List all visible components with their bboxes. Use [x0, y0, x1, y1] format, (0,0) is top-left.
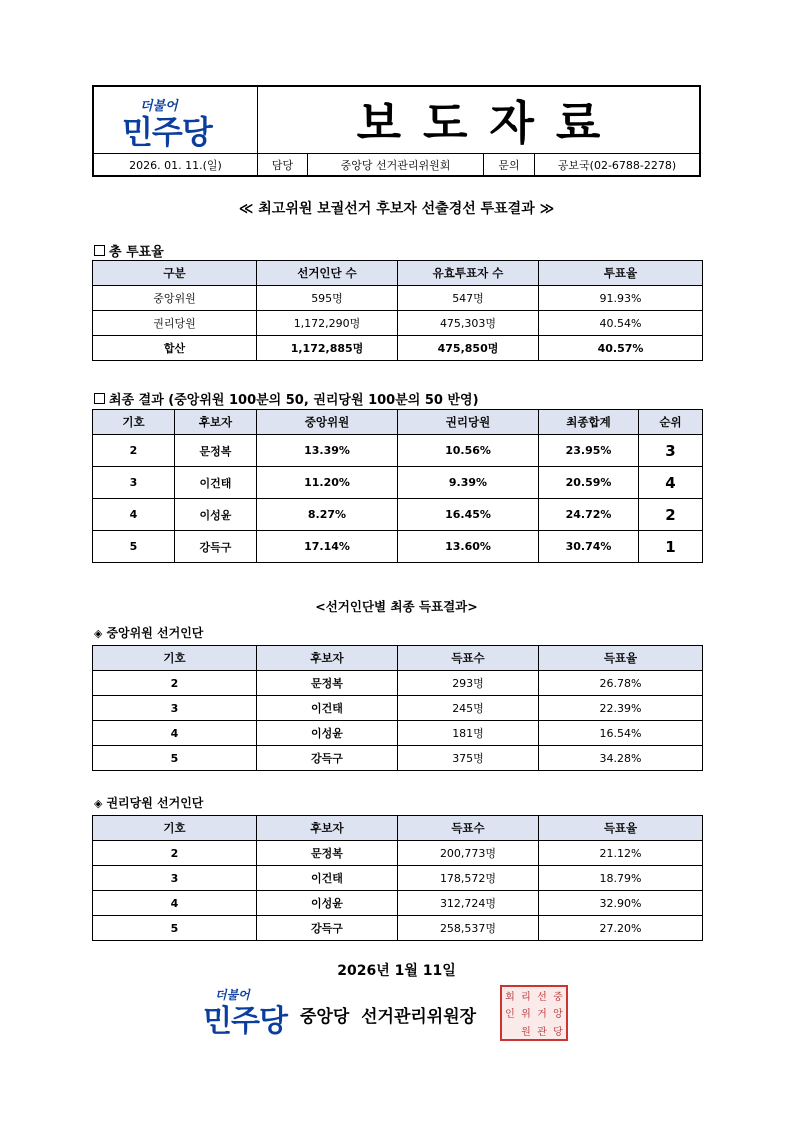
- cell: 21.12%: [539, 841, 703, 866]
- seal-char: 앙: [553, 1009, 563, 1021]
- cell: 이성윤: [257, 721, 398, 746]
- dept-label: 담당: [258, 154, 308, 176]
- cell: 1,172,885명: [257, 336, 398, 361]
- cell: 문정복: [175, 435, 257, 467]
- cell: 이성윤: [175, 499, 257, 531]
- table-row: [93, 671, 703, 696]
- cell: 22.39%: [539, 696, 703, 721]
- column-header: 기호: [93, 816, 257, 841]
- table-row: [93, 841, 703, 866]
- cell: 375명: [398, 746, 539, 771]
- central-section-title: [94, 624, 203, 641]
- cell: 16.45%: [398, 499, 539, 531]
- table-row: [93, 311, 703, 336]
- seal-char: 중: [553, 992, 563, 1004]
- cell: 40.54%: [539, 311, 703, 336]
- cell: 312,724명: [398, 891, 539, 916]
- final-title-text: 최종 결과 (중앙위원 100분의 50, 권리당원 100분의 50 반영): [109, 393, 479, 408]
- cell: 547명: [398, 286, 539, 311]
- cell: 30.74%: [539, 531, 639, 563]
- column-header: 중앙위원: [257, 410, 398, 435]
- cell: 이건태: [175, 467, 257, 499]
- cell: 강득구: [257, 746, 398, 771]
- headline: ≪ 최고위원 보궐선거 후보자 선출경선 투표결과 ≫: [238, 201, 555, 217]
- table-header-row: [93, 646, 703, 671]
- table-header-row: [93, 816, 703, 841]
- seal-char: 당: [553, 1026, 563, 1038]
- cell: 5: [93, 746, 257, 771]
- cell: 3: [93, 696, 257, 721]
- seal-char: 위: [521, 1009, 531, 1021]
- table-row: [93, 891, 703, 916]
- table-row: [93, 746, 703, 771]
- cell: 2: [93, 435, 175, 467]
- subheading: <선거인단별 최종 득표결과>: [315, 599, 478, 614]
- cell: 강득구: [175, 531, 257, 563]
- cell: 2: [93, 671, 257, 696]
- cell: 245명: [398, 696, 539, 721]
- cell: 8.27%: [257, 499, 398, 531]
- column-header: 후보자: [257, 816, 398, 841]
- table-row: [93, 721, 703, 746]
- cell: 1,172,290명: [257, 311, 398, 336]
- column-header: 득표율: [539, 646, 703, 671]
- column-header: 순위: [639, 410, 703, 435]
- table-row: [93, 499, 703, 531]
- column-header: 투표율: [539, 261, 703, 286]
- members-section-title: [94, 794, 203, 811]
- turnout-section-title: [94, 241, 164, 260]
- cell: 181명: [398, 721, 539, 746]
- cell: 27.20%: [539, 916, 703, 941]
- cell: 18.79%: [539, 866, 703, 891]
- table-row: [93, 467, 703, 499]
- seal-char: 선: [537, 992, 547, 1004]
- final-section-title: [94, 389, 479, 408]
- cell: 3: [93, 467, 175, 499]
- final-result-table: [92, 409, 703, 563]
- diamond-bullet-icon: ◈: [94, 627, 103, 640]
- cell: 이건태: [257, 696, 398, 721]
- cell: 293명: [398, 671, 539, 696]
- table-header-row: [93, 410, 703, 435]
- cell: 9.39%: [398, 467, 539, 499]
- logo-big-text: 민주당: [203, 1004, 287, 1039]
- cell: 91.93%: [539, 286, 703, 311]
- release-date: 2026. 01. 11.(일): [94, 154, 258, 176]
- cell: 20.59%: [539, 467, 639, 499]
- central-title-text: 중앙위원 선거인단: [106, 626, 204, 640]
- logo-big-text: 민주당: [122, 113, 212, 151]
- table-header-row: [93, 261, 703, 286]
- seal-char: 리: [521, 992, 531, 1004]
- column-header: 유효투표자 수: [398, 261, 539, 286]
- column-header: 득표수: [398, 816, 539, 841]
- cell: 178,572명: [398, 866, 539, 891]
- cell: 11.20%: [257, 467, 398, 499]
- square-bullet-icon: [94, 393, 105, 404]
- header-title-cell: [258, 87, 699, 153]
- cell: 16.54%: [539, 721, 703, 746]
- cell: 34.28%: [539, 746, 703, 771]
- header-logo-cell: [94, 87, 258, 153]
- table-row: [93, 435, 703, 467]
- cell: 문정복: [257, 841, 398, 866]
- cell: 26.78%: [539, 671, 703, 696]
- cell: 4: [93, 891, 257, 916]
- logo-small-text: 더불어: [140, 99, 178, 114]
- table-row: [93, 286, 703, 311]
- rank-cell: 2: [639, 499, 703, 531]
- column-header: 득표율: [539, 816, 703, 841]
- cell: 13.39%: [257, 435, 398, 467]
- seal-char: 회: [505, 992, 515, 1004]
- total-row: [93, 336, 703, 361]
- seal-char: 거: [537, 1009, 547, 1021]
- table-row: [93, 866, 703, 891]
- cell: 32.90%: [539, 891, 703, 916]
- column-header: 기호: [93, 410, 175, 435]
- cell: 문정복: [257, 671, 398, 696]
- cell: 5: [93, 531, 175, 563]
- seal-char: 관: [537, 1026, 547, 1038]
- cell: 강득구: [257, 916, 398, 941]
- column-header: 득표수: [398, 646, 539, 671]
- cell: 40.57%: [539, 336, 703, 361]
- logo-small-text: 더불어: [215, 988, 250, 1002]
- turnout-title-text: 총 투표율: [109, 245, 164, 260]
- contact-label: 문의: [484, 154, 535, 176]
- column-header: 권리당원: [398, 410, 539, 435]
- seal-char: 원: [521, 1026, 531, 1038]
- cell: 475,303명: [398, 311, 539, 336]
- cell: 13.60%: [398, 531, 539, 563]
- table-row: [93, 696, 703, 721]
- cell: 10.56%: [398, 435, 539, 467]
- cell: 권리당원: [93, 311, 257, 336]
- cell: 이건태: [257, 866, 398, 891]
- header-info-row: [94, 153, 699, 176]
- rank-cell: 1: [639, 531, 703, 563]
- table-row: [93, 916, 703, 941]
- column-header: 기호: [93, 646, 257, 671]
- seal-char: [502, 1022, 518, 1039]
- turnout-table: [92, 260, 703, 361]
- cell: 2: [93, 841, 257, 866]
- column-header: 후보자: [175, 410, 257, 435]
- footer-date: 2026년 1월 11일: [337, 963, 456, 979]
- cell: 이성윤: [257, 891, 398, 916]
- column-header: 구분: [93, 261, 257, 286]
- press-release-header: [92, 85, 701, 177]
- party-logo: [118, 93, 238, 149]
- column-header: 선거인단 수: [257, 261, 398, 286]
- page-title: 보도자료: [356, 96, 623, 150]
- footer-party-logo: [203, 986, 298, 1038]
- square-bullet-icon: [94, 245, 105, 256]
- column-header: 최종합계: [539, 410, 639, 435]
- seal-char: 인: [505, 1009, 515, 1021]
- cell: 4: [93, 499, 175, 531]
- cell: 중앙위원: [93, 286, 257, 311]
- cell: 합산: [93, 336, 257, 361]
- cell: 5: [93, 916, 257, 941]
- diamond-bullet-icon: ◈: [94, 797, 103, 810]
- members-title-text: 권리당원 선거인단: [106, 796, 204, 810]
- cell: 258,537명: [398, 916, 539, 941]
- cell: 200,773명: [398, 841, 539, 866]
- central-results-table: [92, 645, 703, 771]
- rank-cell: 4: [639, 467, 703, 499]
- signature-title: 중앙당 선거관리위원장: [300, 1007, 477, 1027]
- cell: 595명: [257, 286, 398, 311]
- official-seal: [500, 985, 568, 1041]
- cell: 17.14%: [257, 531, 398, 563]
- contact-info: 공보국(02-6788-2278): [557, 159, 677, 172]
- cell: 3: [93, 866, 257, 891]
- cell: 475,850명: [398, 336, 539, 361]
- members-results-table: [92, 815, 703, 941]
- table-row: [93, 531, 703, 563]
- dept-name: 중앙당 선거관리위원회: [308, 154, 484, 176]
- cell: 24.72%: [539, 499, 639, 531]
- rank-cell: 3: [639, 435, 703, 467]
- cell: 23.95%: [539, 435, 639, 467]
- cell: 4: [93, 721, 257, 746]
- column-header: 후보자: [257, 646, 398, 671]
